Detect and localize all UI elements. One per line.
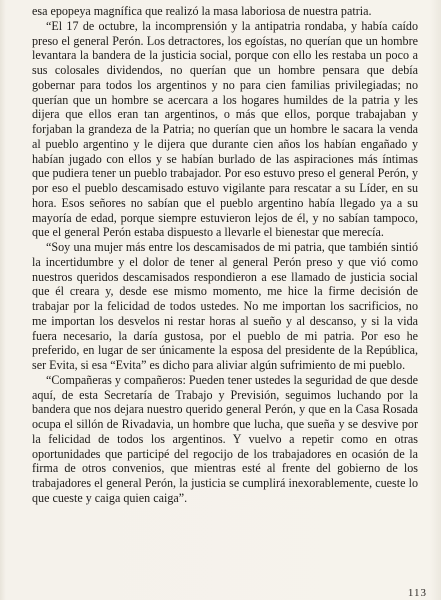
paragraph-17-octubre: “El 17 de octubre, la incomprensión y la antipatria rondaba, y había caído preso el general Perón. Los detractores, los egoístas, no querían que un hombre levantara la bandera de la justicia social, porque con ello les restaba un poco a sus colosales dividendos, no querían que un hombre pensara que debía gobernar para todos los argentinos y no para cien familias privilegiadas; no querían que un hombre se acercara a los hogares humildes de la patria y les dijera que ellos eran tan argentinos, o más que ellos, porque trabajaban y forjaban la grandeza de la Patria; no querían que un hombre le sacara la venda al pueblo argentino y le dijera que durante cien años los habían engañado y habían jugado con ellos y se habían burlado de las aspiraciones más íntimas que pudiera tener un pueblo trabajador. Por eso estuvo preso el general Perón, y por eso el pueblo descamisado estuvo vigilante para rescatar a su Líder, en su hora. Esos señores no sabían que el pueblo argentino había llegado ya a su mayoría de edad, porque siempre estuvieron lejos de él, y no sabían tampoco, que el general Perón estaba dispuesto a llevarle el bienestar que merecía. [32,18,418,240]
page-number: 113 [407,587,427,599]
paragraph-companeras: “Compañeras y compañeros: Pueden tener ustedes la seguridad de que desde aquí, de esta Secretaría de Trabajo y Previsión, seguimos luchando por la bandera que nos dejara nuestro querido general Perón, y que en la Casa Rosada ocupa el sillón de Rivadavia, un hombre que lucha, que sueña y se desvive por la felicidad de todos los argentinos. Y vuelvo a repetir como en otras oportunidades que participé del regocijo de los trabajadores en ocasión de la firma de otros convenios, que mientras esté al frente del gobierno de los trabajadores el general Perón, la justicia se cumplirá inexorablemente, cueste lo que cueste y caiga quien caiga”. [32,372,418,505]
body-text [32,4,418,506]
paragraph-soy-una-mujer: “Soy una mujer más entre los descamisados de mi patria, que también sintió la incertidumbre y el dolor de tener al general Perón preso y que vió como nuestros queridos descamisados respondieron a ese llamado de justicia social que él creara y, desde ese mismo momento, me hice la firme decisión de trabajar por la felicidad de todos ustedes. No me importan los sacrificios, no me importan los desvelos ni restar horas al sueño y al descanso, y si la vida fuera necesario, la daría gustosa, por el pueblo de mi patria. Por eso he preferido, en lugar de ser únicamente la esposa del presidente de la República, ser Evita, si esa “Evita” es dicho para aliviar algún sufrimiento de mi pueblo. [32,240,418,372]
paragraph-continuation: esa epopeya magnífica que realizó la masa laboriosa de nuestra patria. [32,4,372,18]
